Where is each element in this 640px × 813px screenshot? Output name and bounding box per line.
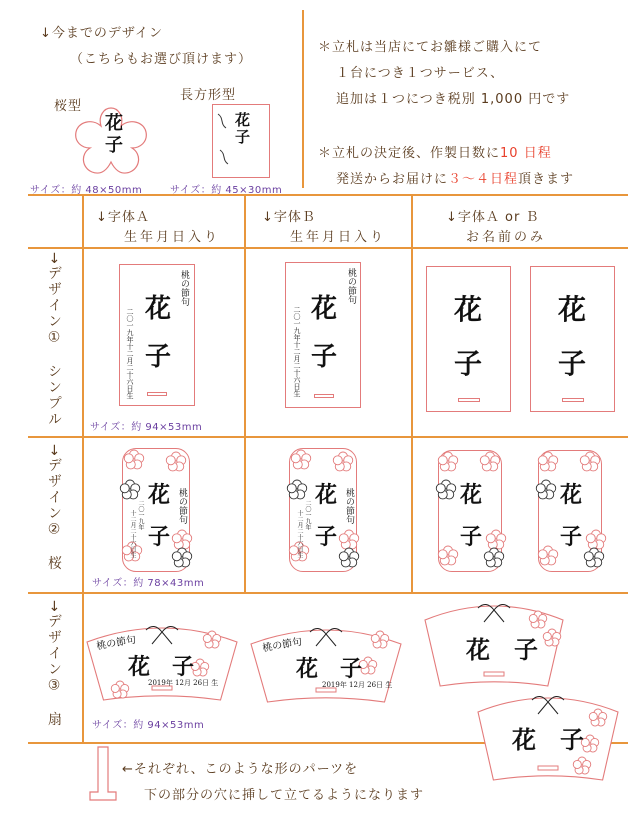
col-b-header-1: ↓字体Ｂ	[262, 210, 316, 225]
card-name-1: 花	[454, 293, 483, 326]
notice-days: 10 日程	[500, 146, 552, 161]
col-c-header-2: お名前のみ	[466, 230, 547, 245]
card-title: 桃の節句	[177, 488, 187, 524]
sakura-design-size: サイズ：約 78×43mm	[92, 578, 205, 589]
sakura-type-label: 桜型	[54, 99, 83, 114]
footer-line-2: 下の部分の穴に挿して立てるようになります	[144, 788, 425, 803]
fan-name: 花 子	[128, 654, 195, 680]
fan-title: 桃の節句	[95, 634, 137, 653]
simple-size: サイズ：約 94×53mm	[90, 422, 203, 433]
rect-name: 花子	[233, 112, 251, 146]
col-b-header-2: 生年月日入り	[290, 230, 387, 245]
card-name-2: 子	[560, 524, 583, 550]
card-name-1: 花	[311, 294, 338, 324]
col-a-header-1: ↓字体Ａ	[96, 210, 150, 225]
card-title: 桃の節句	[344, 488, 354, 524]
card-date-short: 十二月二十六日生	[296, 510, 303, 558]
card-name-1: 花	[460, 482, 483, 508]
stand-part-icon	[88, 746, 118, 802]
col-c-header-1: ↓字体Ａ or Ｂ	[446, 210, 540, 225]
card-name-2: 子	[460, 524, 483, 550]
notice-line-1: ＊立札は当店にてお雛様ご購入にて	[318, 40, 543, 55]
card-date: 二〇一九年十二月二十六日生	[126, 308, 134, 399]
row-label-simple: →デザイン① シンプル	[46, 252, 62, 428]
notice-line-4-text: ＊立札の決定後、作製日数に	[318, 146, 501, 161]
sakura-flower-icon	[371, 631, 389, 648]
sakura-size: サイズ：約 48×50mm	[30, 185, 143, 196]
fan-name: 花 子	[512, 725, 584, 754]
fan-date: 2019年 12月 26日 生	[322, 681, 393, 689]
old-design-heading: ↓今までのデザイン	[40, 26, 163, 41]
rect-size: サイズ：約 45×30mm	[170, 185, 283, 196]
fan-name: 花 子	[466, 635, 538, 664]
footer-line-1: ←それぞれ、このような形のパーツを	[122, 762, 359, 777]
card-name-1: 花	[148, 482, 171, 508]
notice-line-2: １台につき１つサービス、	[336, 66, 505, 81]
card-name-1: 花	[560, 482, 583, 508]
card-name-2: 子	[454, 347, 483, 380]
notice-line-5-end: 頂きます	[518, 172, 575, 187]
old-design-subheading: （こちらもお選び頂けます）	[70, 52, 253, 67]
fan-title: 桃の節句	[261, 636, 303, 655]
card-name-2: 子	[148, 524, 171, 550]
card-name-1: 花	[558, 293, 587, 326]
rect-type-label: 長方形型	[180, 88, 237, 103]
card-name-1: 花	[145, 294, 172, 324]
card-date: 二〇一九年十二月二十六日生	[293, 306, 301, 397]
card-date-short: 二〇一九年	[304, 500, 311, 530]
card-name-2: 子	[315, 524, 338, 550]
card-name-2: 子	[311, 342, 338, 372]
card-name-2: 子	[558, 347, 587, 380]
card-date-short: 二〇一九年	[137, 500, 144, 530]
notice-delivery-days: ３～４日程	[448, 172, 519, 187]
row-label-fan: →デザイン③ 扇	[46, 600, 62, 728]
fan-name: 花 子	[296, 656, 363, 682]
fan-size: サイズ：約 94×53mm	[92, 720, 205, 731]
card-date-short: 十二月二十六日生	[129, 510, 136, 558]
fan-date: 2019年 12月 26日 生	[148, 679, 219, 687]
row-label-sakura: →デザイン② 桜	[46, 444, 62, 572]
notice-line-3: 追加は１つにつき税別 1,000 円です	[336, 92, 571, 107]
sakura-name: 花子	[102, 113, 123, 157]
card-title: 桃の節句	[346, 268, 356, 304]
notice-line-5-text: 発送からお届けに	[336, 172, 449, 187]
card-name-1: 花	[315, 482, 338, 508]
col-a-header-2: 生年月日入り	[124, 230, 221, 245]
card-name-2: 子	[145, 342, 172, 372]
card-title: 桃の節句	[179, 270, 189, 306]
